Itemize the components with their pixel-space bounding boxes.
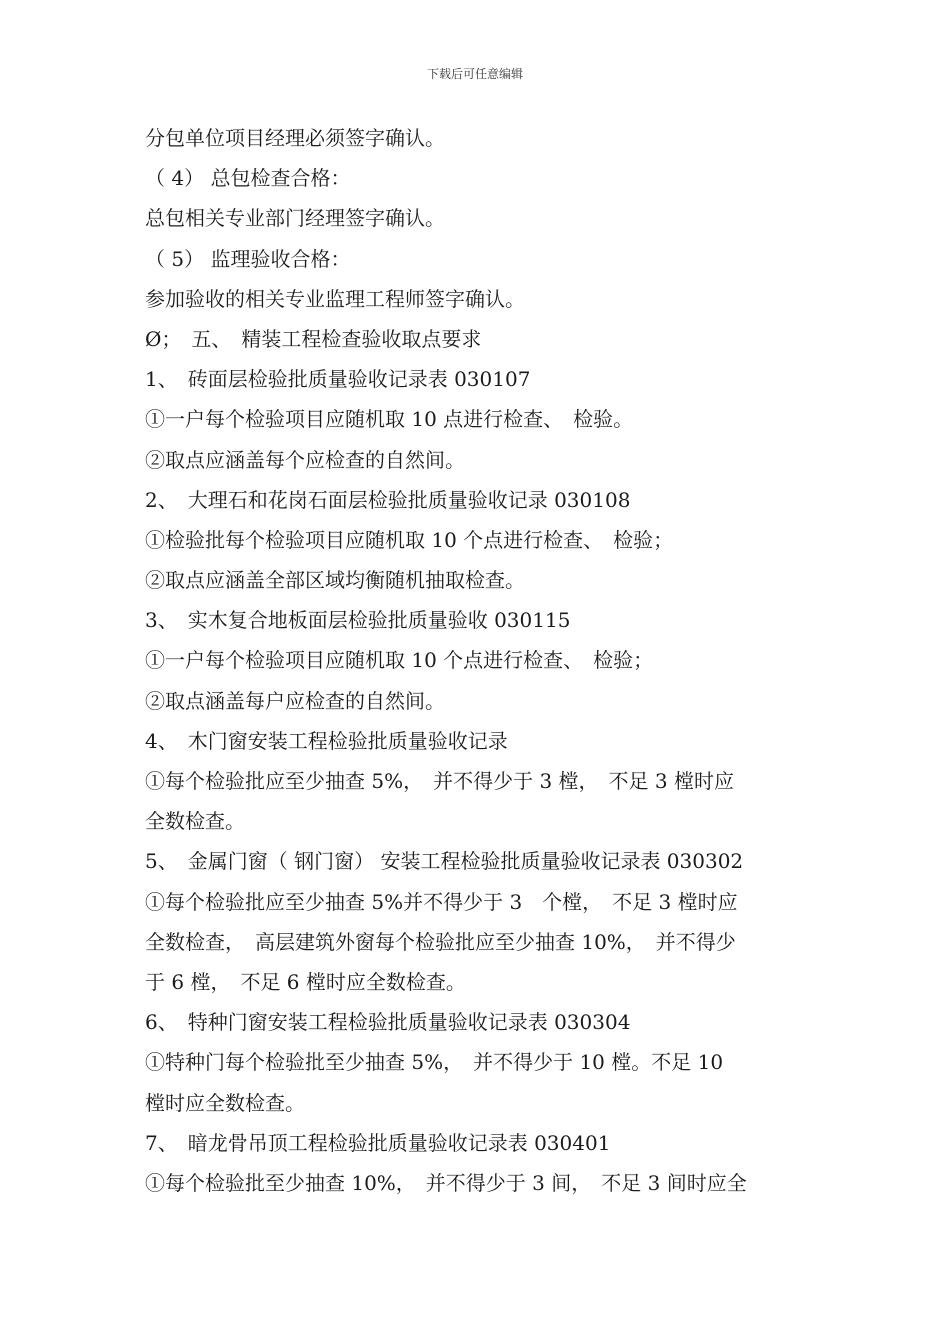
text-line: 全数检查。 bbox=[145, 809, 245, 834]
text-line: ②取点涵盖每户应检查的自然间。 bbox=[145, 688, 445, 713]
text-line: ①每个检验批至少抽查 10%， 并不得少于 3 间， 不足 3 间时应全 bbox=[145, 1170, 747, 1195]
text-line: ①每个检验批应至少抽查 5%， 并不得少于 3 樘， 不足 3 樘时应 bbox=[145, 769, 734, 793]
item-heading: 5、 金属门窗（ 钢门窗） 安装工程检验批质量验收记录表 030302 bbox=[145, 849, 744, 874]
text-line: ①一户每个检验项目应随机取 10 个点进行检查、 检验； bbox=[145, 648, 654, 673]
text-line: ①一户每个检验项目应随机取 10 点进行检查、 检验。 bbox=[145, 407, 634, 432]
text-line: 参加验收的相关专业监理工程师签字确认。 bbox=[145, 286, 525, 311]
text-line: 全数检查， 高层建筑外窗每个检验批应至少抽查 10%， 并不得少 bbox=[145, 929, 736, 954]
text-line: （ 4） 总包检查合格： bbox=[145, 166, 351, 191]
text-line: 总包相关专业部门经理签字确认。 bbox=[145, 206, 445, 231]
page-header: 下载后可任意编辑 bbox=[426, 67, 523, 81]
text-line: 樘时应全数检查。 bbox=[145, 1090, 305, 1115]
text-line: 分包单位项目经理必须签字确认。 bbox=[145, 126, 445, 150]
document-body bbox=[145, 118, 817, 1203]
text-line: 于 6 樘， 不足 6 樘时应全数检查。 bbox=[145, 969, 466, 994]
text-line: ①检验批每个检验项目应随机取 10 个点进行检查、 检验； bbox=[145, 527, 674, 552]
text-line: ①每个检验批应至少抽查 5%并不得少于 3 个樘， 不足 3 樘时应 bbox=[145, 889, 738, 914]
item-heading: 3、 实木复合地板面层检验批质量验收 030115 bbox=[145, 608, 571, 633]
item-heading: 2、 大理石和花岗石面层检验批质量验收记录 030108 bbox=[145, 487, 631, 512]
text-line: ②取点应涵盖每个应检查的自然间。 bbox=[145, 447, 465, 472]
item-heading: 1、 砖面层检验批质量验收记录表 030107 bbox=[145, 367, 531, 392]
section-heading: Ø； 五、 精装工程检查验收取点要求 bbox=[145, 326, 482, 351]
item-heading: 4、 木门窗安装工程检验批质量验收记录 bbox=[145, 728, 508, 753]
text-line: ①特种门每个检验批至少抽查 5%， 并不得少于 10 樘。不足 10 bbox=[145, 1050, 724, 1075]
text-line: （ 5） 监理验收合格： bbox=[145, 246, 351, 271]
text-line: ②取点应涵盖全部区域均衡随机抽取检查。 bbox=[145, 568, 525, 593]
item-heading: 7、 暗龙骨吊顶工程检验批质量验收记录表 030401 bbox=[145, 1130, 611, 1155]
item-heading: 6、 特种门窗安装工程检验批质量验收记录表 030304 bbox=[145, 1010, 631, 1035]
